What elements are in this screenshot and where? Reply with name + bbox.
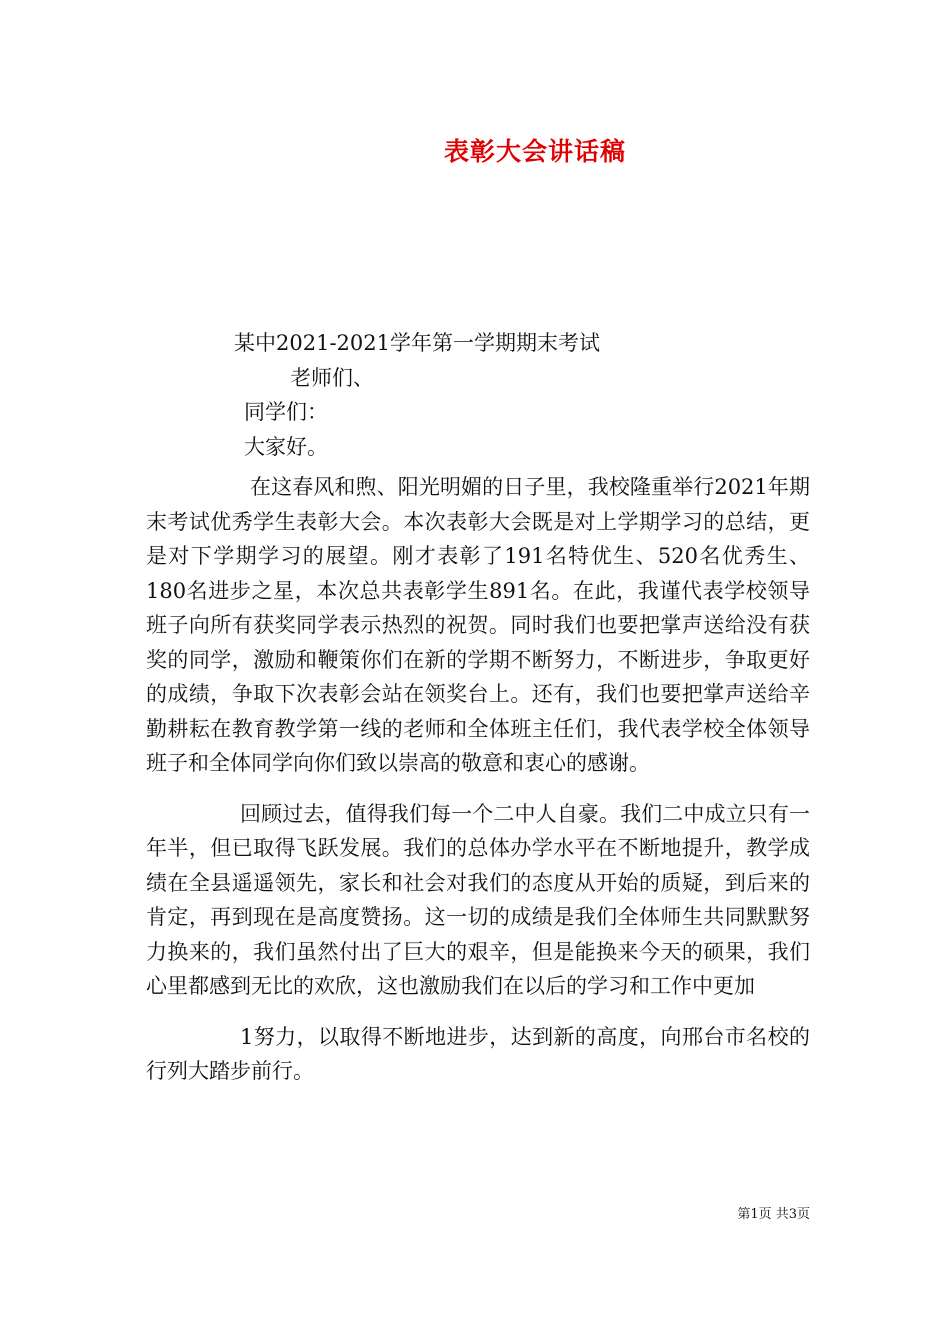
greeting-teachers: 老师们、 — [290, 365, 374, 390]
greeting-all: 大家好。 — [244, 434, 328, 459]
document-body — [146, 326, 810, 1089]
paragraph: 1努力，以取得不断地进步，达到新的高度，向邢台市名校的行列大踏步前行。 — [146, 1024, 810, 1083]
greeting-students: 同学们： — [244, 400, 328, 424]
page-number-footer: 第1页 共3页 — [737, 1207, 810, 1222]
heading-line: 某中2021-2021学年第一学期期末考试 — [234, 331, 600, 355]
paragraph: 在这春风和煦、阳光明媚的日子里，我校隆重举行2021年期末考试优秀学生表彰大会。本次表彰大会既是对上学期学习的总结，更是对下学期学习的展望。刚才表彰了191名特优生、520名优秀生、180名进步之星，本次总共表彰学生891名。在此，我谨代表学校领导班子向所有获奖同学表示热烈的祝贺。同时我们也要把掌声送给没有获奖的同学，激励和鞭策你们在新的学期不断努力，不断进步，争取更好的成绩，争取下次表彰会站在领奖台上。还有，我们也要把掌声送给辛勤耕耘在教育教学第一线的老师和全体班主任们，我代表学校全体领导班子和全体同学向你们致以崇高的敬意和衷心的感谢。 — [146, 475, 810, 775]
paragraph: 回顾过去，值得我们每一个二中人自豪。我们二中成立只有一年半，但已取得飞跃发展。我们的总体办学水平在不断地提升，教学成绩在全县遥遥领先，家长和社会对我们的态度从开始的质疑，到后来的肯定，再到现在是高度赞扬。这一切的成绩是我们全体师生共同默默努力换来的，我们虽然付出了巨大的艰辛，但是能换来今天的硕果，我们心里都感到无比的欢欣，这也激励我们在以后的学习和工作中更加 — [146, 801, 810, 998]
document-title: 表彰大会讲话稿 — [443, 137, 626, 166]
